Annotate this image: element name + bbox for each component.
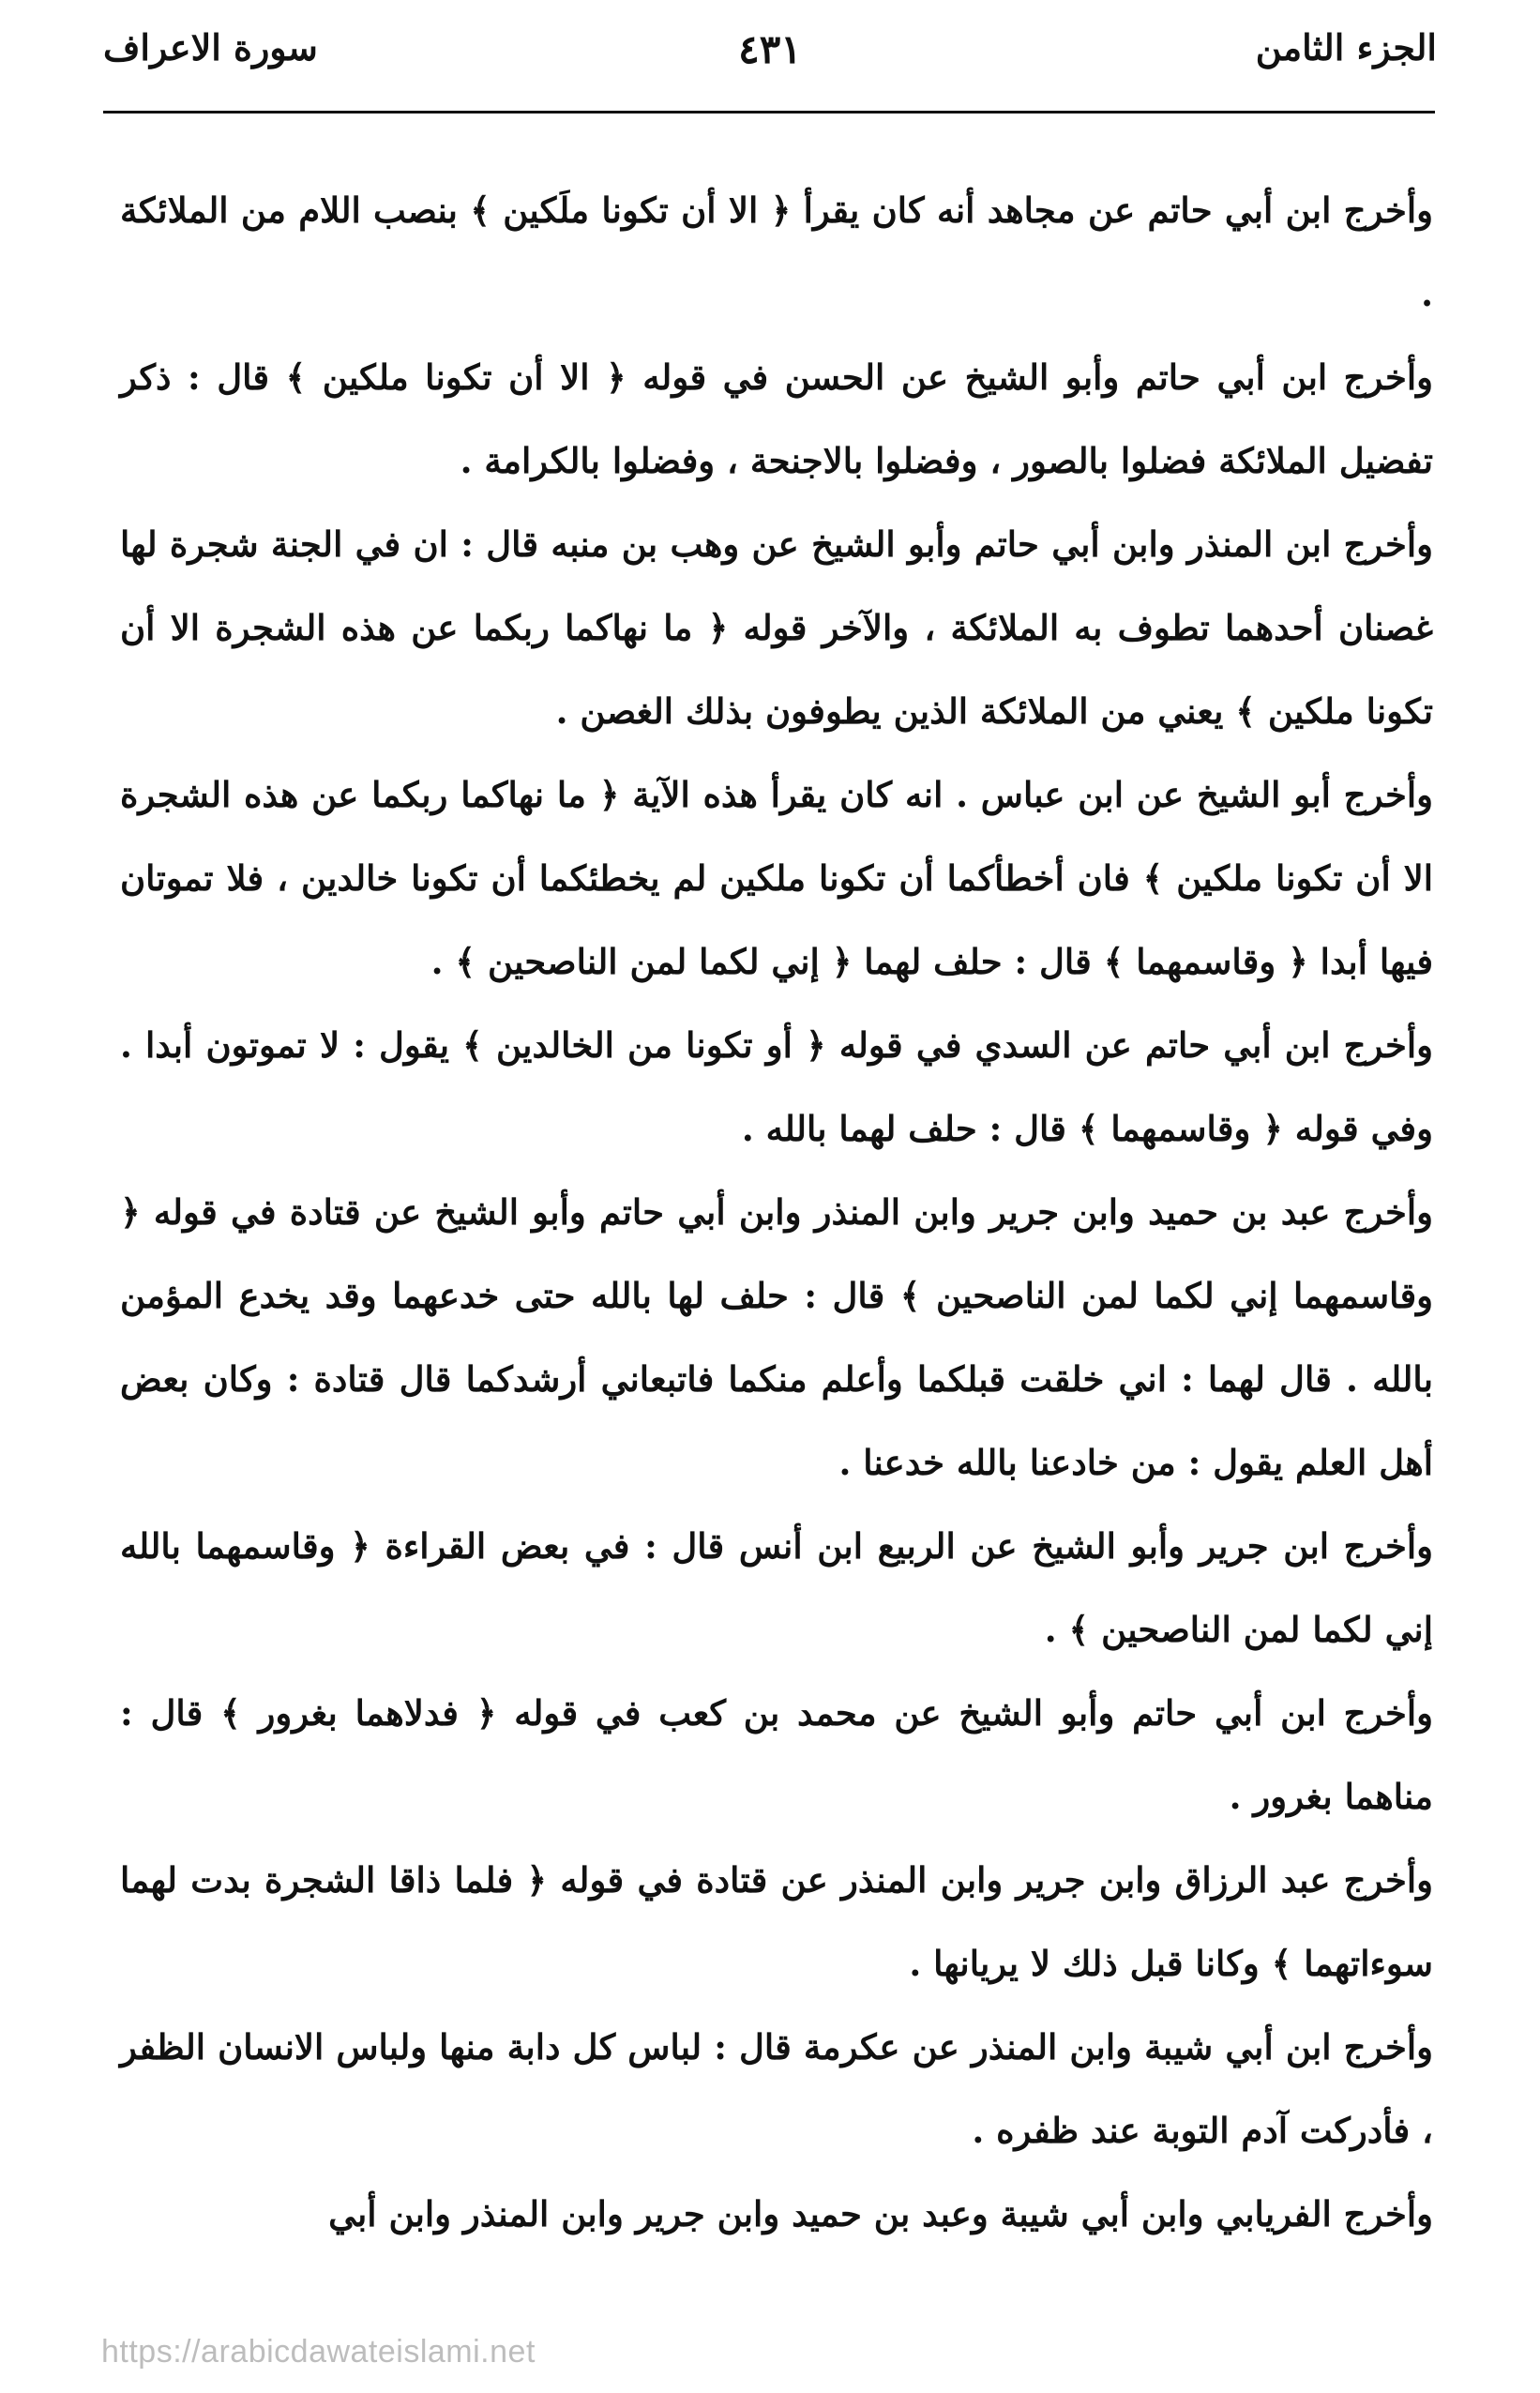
watermark-url: https://arabicdawateislami.net bbox=[101, 2334, 536, 2370]
paragraph: وأخرج ابن المنذر وابن أبي حاتم وأبو الشيخ عن وهب بن منبه قال : ان في الجنة شجرة لها غصنان أحدهما تطوف به الملائكة ، والآخر قوله ﴿ ما نهاكما ربكما عن هذه الشجرة الا أن تكونا ملكين ﴾ يعني من الملائكة الذين يطوفون بذلك الغصن . bbox=[120, 523, 1433, 732]
paragraph: وأخرج الفريابي وابن أبي شيبة وعبد بن حميد وابن جرير وابن المنذر وابن أبي bbox=[328, 2193, 1433, 2234]
paragraph: وأخرج ابن أبي حاتم وأبو الشيخ عن الحسن في قوله ﴿ الا أن تكونا ملكين ﴾ قال : ذكر تفضيل الملائكة فضلوا بالصور ، وفضلوا بالاجنحة ، وفضلوا بالكرامة . bbox=[120, 356, 1433, 481]
surah-label: سورة الاعراف bbox=[103, 26, 318, 68]
page-number: ٤٣١ bbox=[738, 26, 802, 72]
header-rule bbox=[103, 111, 1435, 114]
paragraph: وأخرج عبد الرزاق وابن جرير وابن المنذر عن قتادة في قوله ﴿ فلما ذاقا الشجرة بدت لهما سوءاتهما ﴾ وكانا قبل ذلك لا يريانها . bbox=[120, 1859, 1433, 1984]
running-head bbox=[103, 26, 1437, 83]
paragraph: وأخرج عبد بن حميد وابن جرير وابن المنذر وابن أبي حاتم وأبو الشيخ عن قتادة في قوله ﴿ وقاسمهما إني لكما لمن الناصحين ﴾ قال : حلف لها بالله حتى خدعهما وقد يخدع المؤمن بالله . قال لهما : اني خلقت قبلكما وأعلم منكما فاتبعاني أرشدكما قال قتادة : وكان بعض أهل العلم يقول : من خادعنا بالله خدعنا . bbox=[120, 1191, 1433, 1483]
paragraph: وأخرج ابن أبي شيبة وابن المنذر عن عكرمة قال : لباس كل دابة منها ولباس الانسان الظفر ، فأدركت آدم التوبة عند ظفره . bbox=[120, 2026, 1433, 2151]
body-text bbox=[120, 169, 1433, 2256]
part-label: الجزء الثامن bbox=[1255, 26, 1437, 68]
paragraph: وأخرج ابن جرير وأبو الشيخ عن الربيع ابن أنس قال : في بعض القراءة ﴿ وقاسمهما بالله إني لكما لمن الناصحين ﴾ . bbox=[120, 1525, 1433, 1650]
paragraph: وأخرج ابن أبي حاتم وأبو الشيخ عن محمد بن كعب في قوله ﴿ فدلاهما بغرور ﴾ قال : مناهما بغرور . bbox=[120, 1692, 1433, 1817]
paragraph: وأخرج ابن أبي حاتم عن السدي في قوله ﴿ أو تكونا من الخالدين ﴾ يقول : لا تموتون أبدا . وفي قوله ﴿ وقاسمهما ﴾ قال : حلف لهما بالله . bbox=[120, 1024, 1433, 1149]
paragraph: وأخرج أبو الشيخ عن ابن عباس . انه كان يقرأ هذه الآية ﴿ ما نهاكما ربكما عن هذه الشجرة الا أن تكونا ملكين ﴾ فان أخطأكما أن تكونا ملكين لم يخطئكما أن تكونا خالدين ، فلا تموتان فيها أبدا ﴿ وقاسمهما ﴾ قال : حلف لهما ﴿ إني لكما لمن الناصحين ﴾ . bbox=[120, 774, 1433, 982]
paragraph: وأخرج ابن أبي حاتم عن مجاهد أنه كان يقرأ ﴿ الا أن تكونا ملَكين ﴾ بنصب اللام من الملائكة . bbox=[120, 189, 1433, 314]
